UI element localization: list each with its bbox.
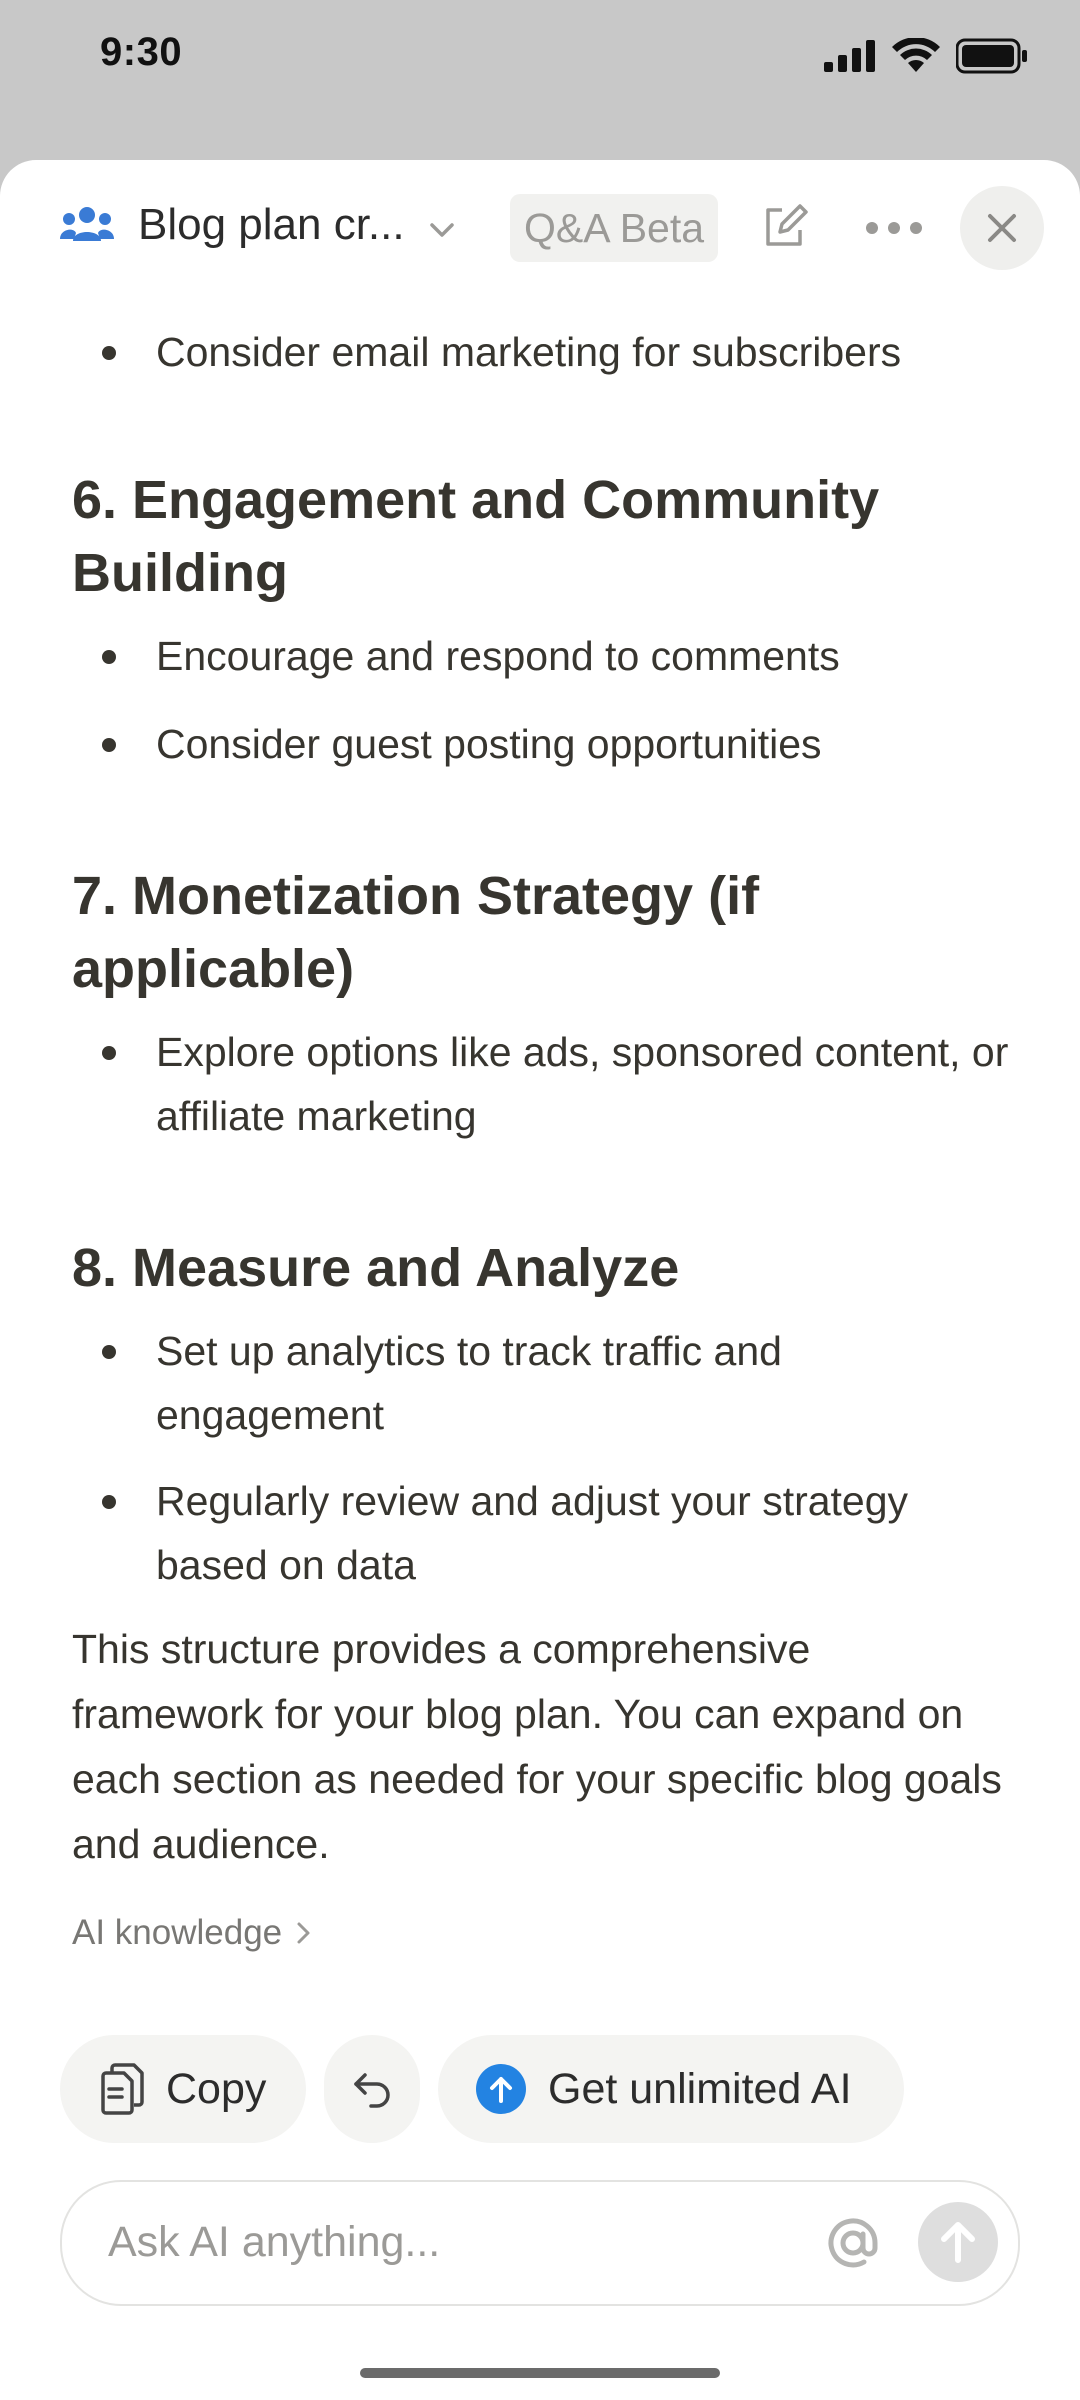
send-button[interactable] <box>918 2202 998 2282</box>
close-icon <box>985 211 1019 245</box>
section-heading-monetization: 7. Monetization Strategy (if applicable) <box>72 866 760 999</box>
ai-response <box>72 290 1012 1953</box>
list-item: Consider email marketing for subscribers <box>72 320 1012 384</box>
more-options-icon[interactable] <box>864 218 924 238</box>
send-arrow-icon <box>939 2220 977 2264</box>
cellular-signal-icon <box>824 40 876 72</box>
section-heading-measure: 8. Measure and Analyze <box>72 1238 680 1298</box>
upgrade-arrow-icon <box>476 2064 526 2114</box>
list-item: Explore options like ads, sponsored content, or affiliate marketing <box>72 1020 1012 1148</box>
get-unlimited-ai-button[interactable] <box>438 2035 904 2143</box>
copy-icon <box>98 2062 146 2116</box>
home-indicator <box>360 2368 720 2378</box>
summary-paragraph: This structure provides a comprehensive framework for your blog plan. You can expand on each section as needed for your specific blog goals and audience. <box>72 1626 1002 1867</box>
wifi-icon <box>892 38 940 74</box>
ask-ai-placeholder: Ask AI anything... <box>108 2218 441 2266</box>
new-chat-edit-icon[interactable] <box>760 202 810 252</box>
get-unlimited-ai-label: Get unlimited AI <box>548 2064 852 2113</box>
status-icons <box>824 38 1028 74</box>
list-item: Encourage and respond to comments <box>72 624 1012 688</box>
status-time: 9:30 <box>100 30 183 74</box>
retry-button[interactable] <box>324 2035 420 2143</box>
teamspace-icon <box>60 205 114 245</box>
list-item: Set up analytics to track traffic and engagement <box>72 1319 1012 1447</box>
chevron-down-icon[interactable] <box>424 212 460 248</box>
section-heading-engagement: 6. Engagement and Community Building <box>72 470 880 603</box>
page-title[interactable]: Blog plan cr... <box>138 200 405 249</box>
close-button[interactable] <box>960 186 1044 270</box>
battery-icon <box>956 38 1028 74</box>
status-bar <box>0 0 1080 110</box>
chevron-right-icon <box>292 1919 316 1947</box>
ask-ai-input[interactable] <box>60 2180 1020 2306</box>
copy-label: Copy <box>166 2064 267 2113</box>
ai-knowledge-label: AI knowledge <box>72 1913 283 1952</box>
sheet-header <box>0 160 1080 290</box>
copy-button[interactable] <box>60 2035 306 2143</box>
list-item: Consider guest posting opportunities <box>72 712 1012 776</box>
qa-beta-badge[interactable]: Q&A Beta <box>510 194 718 262</box>
ai-chat-sheet <box>0 160 1080 2400</box>
list-item: Regularly review and adjust your strategy based on data <box>72 1469 1012 1597</box>
mention-at-icon[interactable] <box>822 2212 884 2274</box>
ai-knowledge-link[interactable] <box>72 1913 1012 1953</box>
undo-arrow-icon <box>351 2069 393 2109</box>
